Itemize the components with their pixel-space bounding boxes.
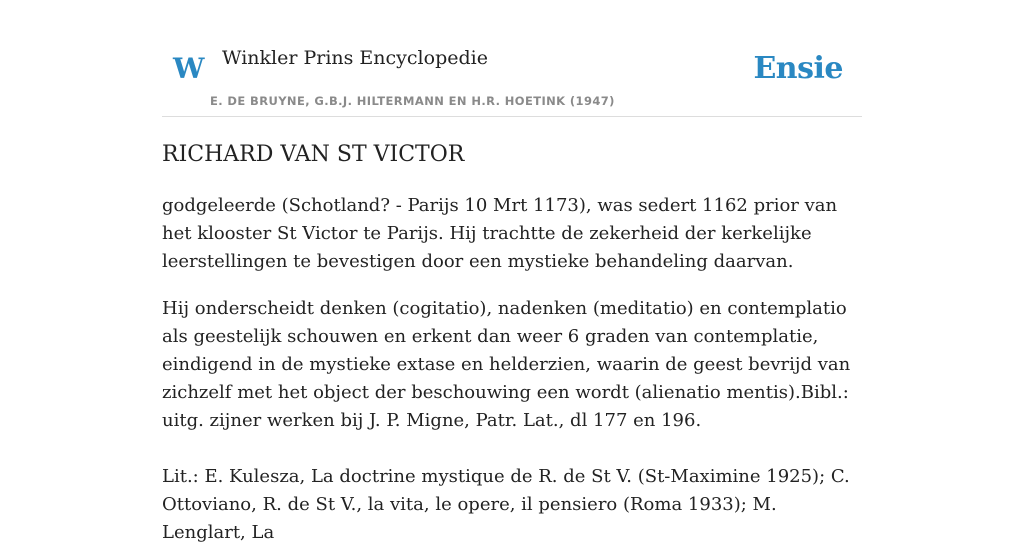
- article-paragraph: Hij onderscheidt denken (cogitatio), nadenken (meditatio) en contemplatio als geestelijk schouwen en erkent dan weer 6 graden van contemplatie, eindigend in de mystieke extase en helderzien, waarin de geest bevrijd van zichzelf met het object der beschouwing een wordt (alienatio mentis).Bibl.: uitg. zijner werken bij J. P. Migne, Patr. Lat., dl 177 en 196.: [162, 298, 851, 431]
- article-paragraph: godgeleerde (Schotland? - Parijs 10 Mrt 1173), was sedert 1162 prior van het klooster St Victor te Parijs. Hij trachtte de zekerheid der kerkelijke leerstellingen te bevestigen door een mystieke behandeling daarvan.: [162, 195, 838, 272]
- winkler-prins-logo[interactable]: W: [173, 52, 205, 85]
- source-header: [162, 0, 862, 117]
- article-paragraph: Lit.: E. Kulesza, La doctrine mystique de R. de St V. (St-Maximine 1925); C. Ottoviano, R. de St V., la vita, le opere, il pensiero (Roma 1933); M. Lenglart, La: [162, 466, 850, 543]
- source-authors: E. DE BRUYNE, G.B.J. HILTERMANN EN H.R. HOETINK (1947): [210, 94, 615, 108]
- source-title[interactable]: Winkler Prins Encyclopedie: [222, 47, 488, 69]
- article-title: RICHARD VAN ST VICTOR: [162, 142, 465, 167]
- ensie-logo[interactable]: Ensie: [753, 51, 843, 86]
